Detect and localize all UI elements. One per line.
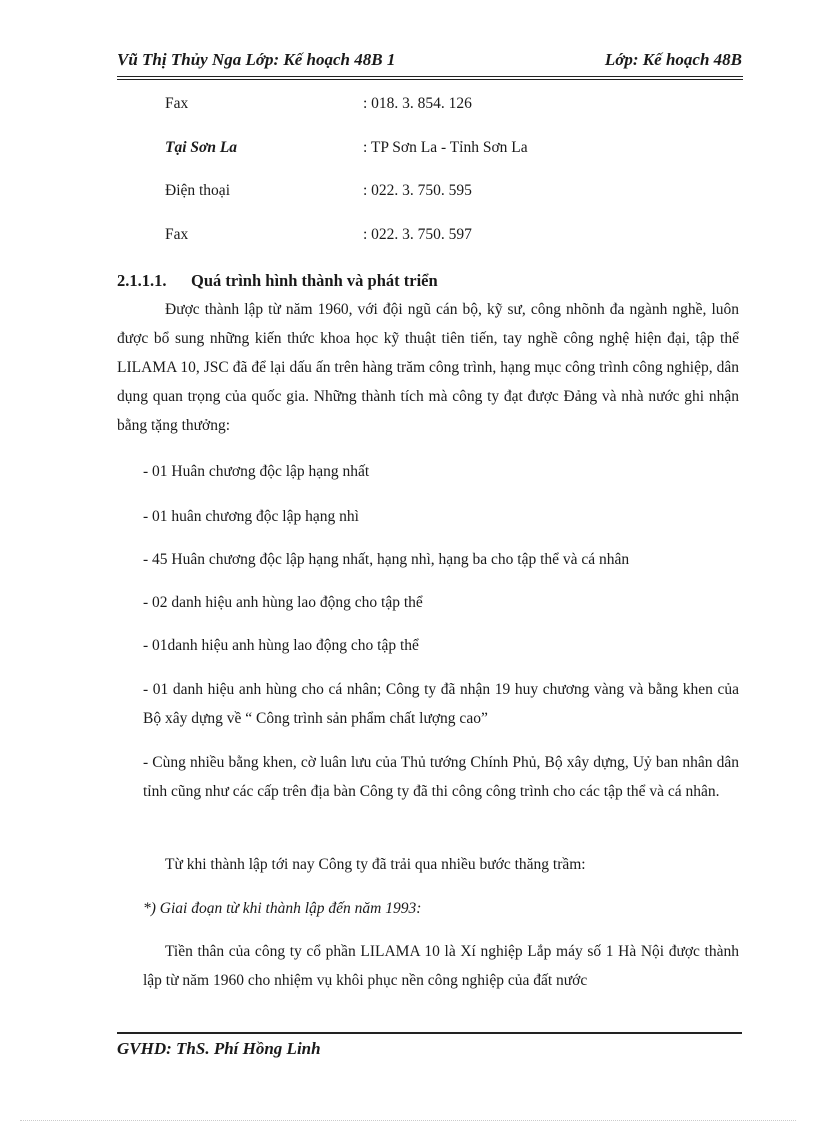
award-item: - 01 danh hiệu anh hùng cho cá nhân; Công ty đã nhận 19 huy chương vàng và bằng khen của Bộ xây dựng về “ Công trình sản phẩm chất lượng cao”	[143, 681, 739, 727]
award-item: - 01 Huân chương độc lập hạng nhất	[143, 463, 370, 480]
contact-value: : 022. 3. 750. 595	[363, 182, 472, 199]
award-item: - Cùng nhiều bằng khen, cờ luân lưu của Thủ tướng Chính Phủ, Bộ xây dựng, Uỷ ban nhân dân tỉnh cũng như các cấp trên địa bàn Công ty đã thi công công trình cho các tập thể và cá nhân.	[143, 754, 739, 800]
contact-value: : TP Sơn La - Tỉnh Sơn La	[363, 139, 528, 156]
intro-paragraph: Được thành lập từ năm 1960, với đội ngũ cán bộ, kỹ sư, công nhõnh đa ngành nghề, luôn được bổ sung những kiến thức khoa học kỹ thuật tiên tiến, tay nghề công nghệ hiện đại, tập thể LILAMA 10, JSC đã để lại dấu ấn trên hàng trăm công trình, hạng mục công trình công nghiệp, dân dụng quan trọng của quốc gia. Những thành tích mà công ty đạt được Đảng và nhà nước ghi nhận bằng tặng thưởng:	[117, 301, 739, 434]
footer-rule	[117, 1032, 742, 1034]
history-intro: Từ khi thành lập tới nay Công ty đã trải qua nhiều bước thăng trầm:	[165, 856, 586, 873]
contact-label: Điện thoại	[165, 182, 230, 199]
section-number: 2.1.1.1.	[117, 271, 167, 290]
contact-value: : 018. 3. 854. 126	[363, 95, 472, 112]
award-item: - 01 huân chương độc lập hạng nhì	[143, 508, 359, 525]
period-paragraph: Tiền thân của công ty cổ phần LILAMA 10 là Xí nghiệp Lắp máy số 1 Hà Nội được thành lập từ năm 1960 cho nhiệm vụ khôi phục nền công nghiệp của đất nước	[143, 943, 739, 989]
contact-label: Fax	[165, 95, 189, 112]
header-rule	[117, 76, 743, 80]
contact-label: Tại Sơn La	[165, 139, 238, 156]
award-item: - 01danh hiệu anh hùng lao động cho tập thể	[143, 637, 419, 654]
contact-label: Fax	[165, 226, 189, 243]
award-item: - 45 Huân chương độc lập hạng nhất, hạng nhì, hạng ba cho tập thể và cá nhân	[143, 551, 630, 568]
contact-value: : 022. 3. 750. 597	[363, 226, 472, 243]
header-author-class: Vũ Thị Thủy Nga Lớp: Kế hoạch 48B 1	[117, 50, 396, 69]
section-title: Quá trình hình thành và phát triển	[191, 271, 438, 290]
page-header	[117, 48, 745, 74]
header-class: Lớp: Kế hoạch 48B	[604, 50, 742, 69]
award-item: - 02 danh hiệu anh hùng lao động cho tập thể	[143, 594, 423, 611]
section-heading	[117, 271, 438, 291]
page-bottom-border	[20, 1120, 796, 1121]
period-heading: *) Giai đoạn từ khi thành lập đến năm 1993:	[143, 900, 422, 917]
page-footer: GVHD: ThS. Phí Hồng Linh	[117, 1039, 321, 1058]
